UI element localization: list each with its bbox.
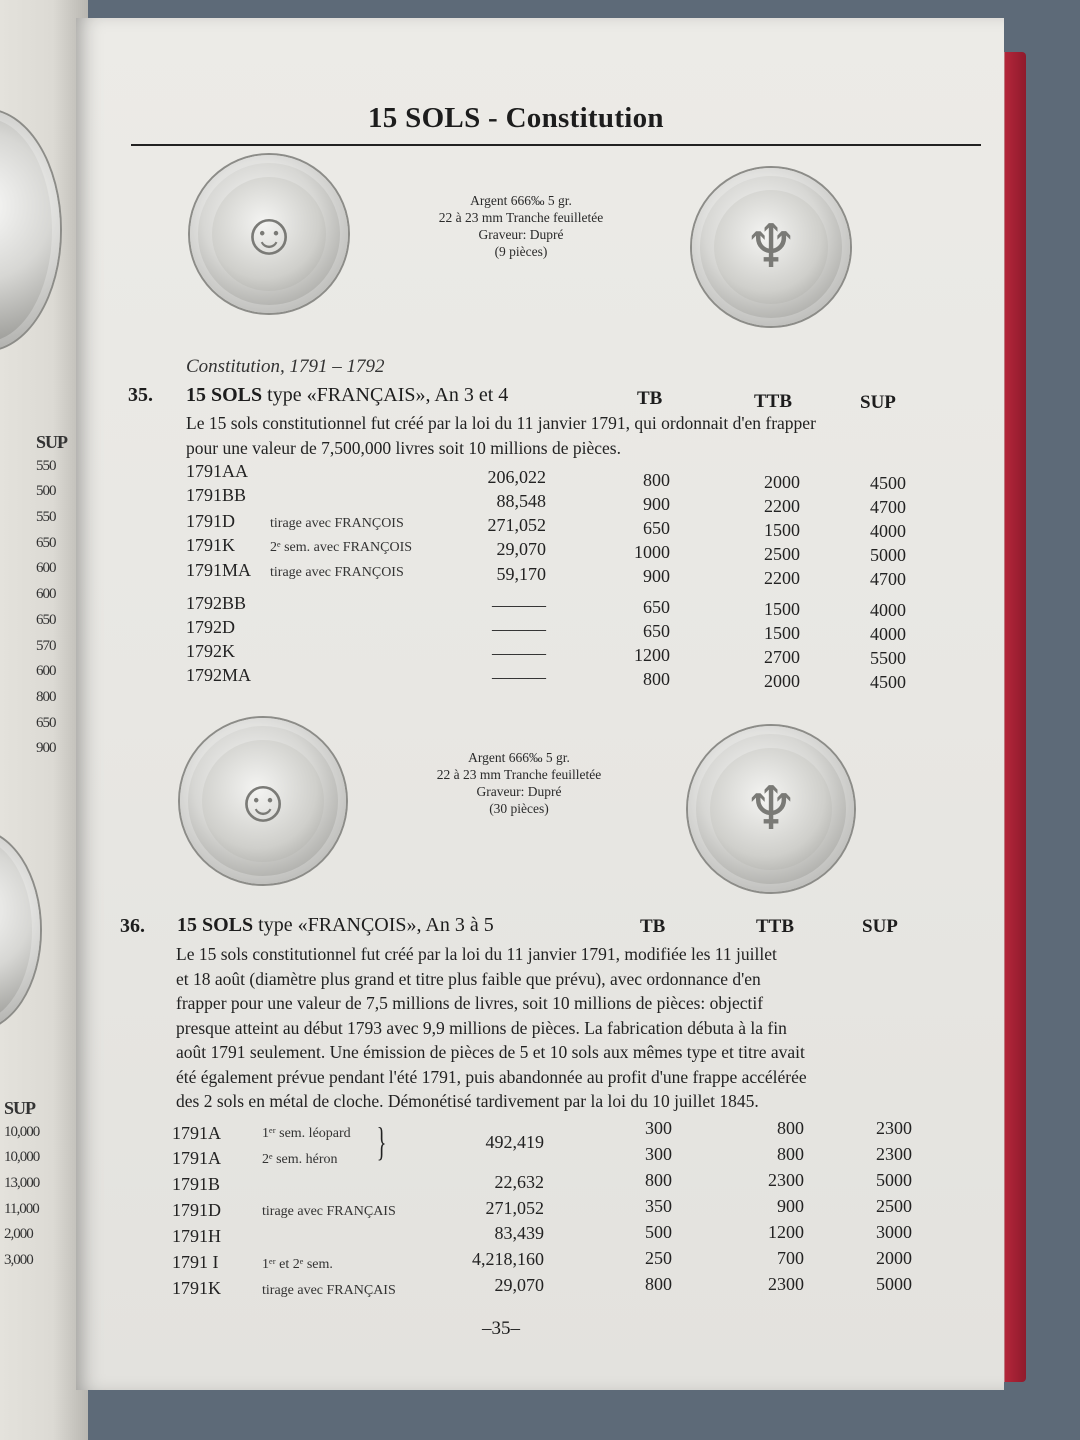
- table-row-mintage: 492,419: [485, 1132, 544, 1152]
- table-row-note: 1ᵉʳ sem. léopard: [262, 1126, 351, 1141]
- left-page-value: 600: [36, 560, 56, 577]
- table-row-sup: 2300: [876, 1118, 912, 1138]
- table-row-mintage: 88,548: [496, 491, 546, 511]
- table-row-sup: 5000: [876, 1274, 912, 1294]
- left-page-price-column-2: SUP 10,000 10,000 13,000 11,000 2,000 3,000: [4, 1098, 39, 1278]
- coin-specs: Argent 666‰ 5 gr. 22 à 23 mm Tranche feuilletée Graveur: Dupré (9 pièces): [438, 193, 604, 259]
- table-row-year: 1791 I: [172, 1252, 219, 1272]
- table-row-mintage: ––––––: [492, 643, 546, 663]
- table-row-tb: 650: [643, 597, 670, 617]
- table-row-ttb: 2500: [764, 544, 800, 564]
- table-row-year: 1791D: [172, 1200, 221, 1220]
- table-row-ttb: 700: [777, 1248, 804, 1268]
- table-row-note: tirage avec FRANÇAIS: [262, 1283, 396, 1298]
- table-row-year: 1791MA: [186, 560, 252, 580]
- table-row-sup: 4700: [870, 569, 906, 589]
- left-page-value: 550: [36, 509, 56, 526]
- table-row-sup: 2300: [876, 1144, 912, 1164]
- table-row-year: 1792MA: [186, 665, 252, 685]
- left-page-value: 800: [36, 688, 56, 705]
- table-row-year: 1791D: [186, 511, 235, 531]
- table-row-note: 2ᵉ sem. avec FRANÇOIS: [270, 540, 413, 555]
- left-page-coin-fragment: [0, 110, 60, 350]
- table-row-mintage: 22,632: [494, 1172, 544, 1192]
- table-row-tb: 900: [643, 566, 670, 586]
- table-row-mintage: 4,218,160: [472, 1249, 544, 1269]
- table-row-mintage: 29,070: [494, 1275, 544, 1295]
- left-page-value: 570: [36, 637, 56, 654]
- table-row-ttb: 800: [777, 1144, 804, 1164]
- grade-header-tb: TB: [640, 916, 666, 937]
- table-row-tb: 300: [645, 1144, 672, 1164]
- coin-obverse-image: [190, 155, 348, 313]
- coin-reverse-image: [688, 726, 854, 892]
- left-page-value: 10,000: [4, 1149, 40, 1166]
- table-row-tb: 800: [643, 669, 670, 689]
- lot-number: 35.: [128, 384, 153, 406]
- table-row-tb: 650: [643, 518, 670, 538]
- table-row-note: tirage avec FRANÇAIS: [262, 1204, 396, 1219]
- coin-obverse-image: [180, 718, 346, 884]
- table-row-sup: 5500: [870, 648, 906, 668]
- genius-figure-icon: ♆: [744, 776, 798, 842]
- table-row-mintage: ––––––: [492, 595, 546, 615]
- table-row-mintage: 59,170: [496, 564, 546, 584]
- table-row-tb: 800: [645, 1170, 672, 1190]
- left-page-coin-fragment: [0, 830, 40, 1030]
- table-row-sup: 4500: [870, 473, 906, 493]
- table-row-ttb: 900: [777, 1196, 804, 1216]
- grade-header-tb: TB: [637, 388, 663, 409]
- table-row-sup: 4500: [870, 672, 906, 692]
- table-row-ttb: 800: [777, 1118, 804, 1138]
- table-row-ttb: 2000: [764, 472, 800, 492]
- coin-reverse-image: [692, 168, 850, 326]
- left-page-value: 3,000: [4, 1252, 33, 1269]
- left-page-value: 550: [36, 457, 56, 474]
- lot-title: 15 SOLS type «FRANÇAIS», An 3 et 4: [186, 384, 509, 406]
- table-row-tb: 350: [645, 1196, 672, 1216]
- table-row-tb: 250: [645, 1248, 672, 1268]
- table-row-note: tirage avec FRANÇOIS: [270, 565, 404, 580]
- left-page-value: 10,000: [4, 1123, 40, 1140]
- left-page-value: 900: [36, 740, 56, 757]
- table-row-year: 1791H: [172, 1226, 221, 1246]
- table-row-mintage: 83,439: [494, 1223, 544, 1243]
- portrait-icon: ☺: [232, 767, 294, 834]
- grade-header-ttb: TTB: [756, 916, 795, 937]
- lot-title: 15 SOLS type «FRANÇOIS», An 3 à 5: [177, 914, 494, 936]
- table-row-mintage: ––––––: [492, 667, 546, 687]
- table-row-tb: 1200: [634, 645, 670, 665]
- table-row-ttb: 2200: [764, 568, 800, 588]
- left-page-value: 13,000: [4, 1175, 40, 1192]
- table-row-year: 1791A: [172, 1123, 221, 1143]
- table-row-tb: 650: [643, 621, 670, 641]
- table-row-sup: 2000: [876, 1248, 912, 1268]
- table-row-year: 1791BB: [186, 485, 247, 505]
- table-row-ttb: 2200: [764, 496, 800, 516]
- table-row-ttb: 1500: [764, 520, 800, 540]
- table-row-ttb: 2700: [764, 647, 800, 667]
- table-row-year: 1791K: [186, 535, 235, 555]
- left-page-value: 500: [36, 483, 56, 500]
- page-title: 15 SOLS - Constitution: [368, 102, 664, 134]
- table-row-ttb: 1500: [764, 599, 800, 619]
- genius-figure-icon: ♆: [744, 214, 798, 280]
- table-row-mintage: 206,022: [487, 467, 546, 487]
- table-row-tb: 300: [645, 1118, 672, 1138]
- table-row-ttb: 1200: [768, 1222, 804, 1242]
- table-row-tb: 500: [645, 1222, 672, 1242]
- grade-header-ttb: TTB: [754, 391, 793, 412]
- table-row-sup: 5000: [870, 545, 906, 565]
- catalogue-page: [76, 18, 1004, 1390]
- table-row-note: 2ᵉ sem. héron: [262, 1152, 338, 1167]
- table-row-note: 1ᵉʳ et 2ᵉ sem.: [262, 1257, 333, 1272]
- table-row-sup: 3000: [876, 1222, 912, 1242]
- table-row-ttb: 2000: [764, 671, 800, 691]
- table-row-year: 1791A: [172, 1148, 221, 1168]
- table-row-year: 1791AA: [186, 461, 248, 481]
- table-row-tb: 800: [643, 470, 670, 490]
- left-page-value: 600: [36, 586, 56, 603]
- left-page-value: 11,000: [4, 1200, 39, 1217]
- table-row-year: 1792K: [186, 641, 235, 661]
- lot-description: Le 15 sols constitutionnel fut créé par la loi du 11 janvier 1791, qui ordonnait d'en frapper pour une valeur de 7,500,000 livres soit 10 millions de pièces.: [186, 413, 816, 458]
- table-row-mintage: 271,052: [487, 515, 546, 535]
- left-page-value: 650: [36, 611, 56, 628]
- table-row-mintage: ––––––: [492, 619, 546, 639]
- lot-description: Le 15 sols constitutionnel fut créé par la loi du 11 janvier 1791, modifiée les 11 juillet et 18 août (diamètre plus grand et titre plus faible que prévu), avec ordonnance d'en frapper pour une valeur de 7,5 millions de livres, soit 10 millions de pièces: objectif presque atteint au début 1793 avec 9,9 millions de pièces. La fabrication débuta à la fin août 1791 seulement. Une émission de pièces de 5 et 10 sols aux mêmes type et titre avait été également prévue pendant l'été 1791, puis abandonnée au profit d'une frappe accélérée des 2 sols en métal de cloche. Démonétisé tardivement par la loi du 10 juillet 1845.: [176, 944, 807, 1111]
- table-row-year: 1791K: [172, 1278, 221, 1298]
- table-row-sup: 4000: [870, 600, 906, 620]
- page-number: –35–: [482, 1318, 520, 1339]
- table-row-sup: 5000: [876, 1170, 912, 1190]
- table-row-sup: 2500: [876, 1196, 912, 1216]
- table-row-note: tirage avec FRANÇOIS: [270, 516, 404, 531]
- lot-number: 36.: [120, 915, 145, 937]
- table-row-tb: 900: [643, 494, 670, 514]
- table-row-sup: 4000: [870, 521, 906, 541]
- left-page-value: 2,000: [4, 1226, 33, 1243]
- table-row-year: 1791B: [172, 1174, 221, 1194]
- grade-header-sup: SUP: [862, 916, 898, 937]
- table-row-ttb: 1500: [764, 623, 800, 643]
- table-row-ttb: 2300: [768, 1274, 804, 1294]
- table-row-sup: 4000: [870, 624, 906, 644]
- grade-header-sup: SUP: [860, 392, 896, 413]
- left-page-value: 650: [36, 714, 56, 731]
- section-caption: Constitution, 1791 – 1792: [186, 356, 385, 377]
- table-row-tb: 1000: [634, 542, 670, 562]
- table-row-sup: 4700: [870, 497, 906, 517]
- table-row-year: 1792BB: [186, 593, 247, 613]
- header-rule: [131, 144, 981, 146]
- portrait-icon: ☺: [238, 200, 300, 267]
- coin-specs: Argent 666‰ 5 gr. 22 à 23 mm Tranche feuilletée Graveur: Dupré (30 pièces): [436, 750, 602, 816]
- left-page-price-column-1: SUP 550 500 550 650 600 600 650 570 600 800 650 900: [36, 432, 67, 766]
- left-page-value: 650: [36, 534, 56, 551]
- table-row-mintage: 29,070: [496, 539, 546, 559]
- left-page-value: 600: [36, 663, 56, 680]
- left-page-edge: [0, 0, 88, 1440]
- table-row-year: 1792D: [186, 617, 235, 637]
- bracket-glyph: }: [376, 1119, 387, 1164]
- table-row-tb: 800: [645, 1274, 672, 1294]
- table-row-mintage: 271,052: [485, 1198, 544, 1218]
- table-row-ttb: 2300: [768, 1170, 804, 1190]
